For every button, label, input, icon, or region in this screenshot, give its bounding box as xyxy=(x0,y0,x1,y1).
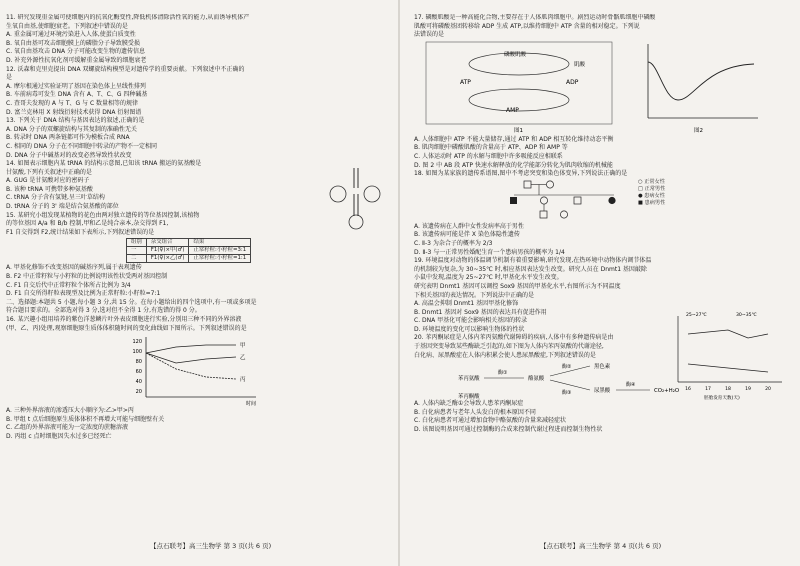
y-tick-label: 60 xyxy=(135,369,142,376)
text-line: 18. 如图为某家族的遗传系谱图,图中不考虑突变和染色体变异,下列说法正确的是 xyxy=(414,170,628,178)
text-line: B. 转录时 DNA 两条链都可作为模板合成 RNA xyxy=(6,134,130,142)
text-line: 17. 磷酸肌酸是一种高能化合物,主要存在于人体肌肉细胞中。剧烈运动时骨骼肌细胞中磷酸 xyxy=(414,14,656,21)
series-30-35 xyxy=(688,364,768,372)
text-line: D. F1 自交所得籽粒表现型及比例为正常籽粒:小籽粒=7:1 xyxy=(6,290,161,298)
text-line: B. 白化病患者与老年人头发白的根本原因不同 xyxy=(414,408,536,416)
y-tick-label: 40 xyxy=(135,379,142,386)
pedigree-area xyxy=(414,179,790,223)
text-line: B. 该遗传病可能是伴 X 染色体隐性遗传 xyxy=(414,231,520,239)
text-line: 14. 如图表示细胞内某 tRNA 的结构示意图,已知该 tRNA 搬运的氨基酸是 xyxy=(6,160,202,168)
protoplast-volume-chart xyxy=(106,333,276,407)
text-line: 白化病、尿黑酸症在人体内积累会使人患尿黑酸症,下列叙述错误的是 xyxy=(414,351,596,359)
series-25-27 xyxy=(688,330,768,338)
pathway-node: CO₂+H₂O xyxy=(654,388,680,395)
text-line: F1 自交得到 F2,统计结果如下表所示,下列叙述错误的是 xyxy=(6,228,155,236)
pathway-node: 黑色素 xyxy=(594,364,611,371)
right-text-block-a xyxy=(414,14,790,40)
table-cell: 二 xyxy=(127,255,147,263)
text-line: A. 甲基化修饰不改变基因的碱基序列,属于表观遗传 xyxy=(6,264,142,272)
trna-diagram xyxy=(324,164,382,234)
x-tick-label: 16 xyxy=(685,387,691,392)
table-cell: 一 xyxy=(127,247,147,255)
pathway-node: 苯丙氨酸 xyxy=(458,376,480,383)
text-line: B. 氧自由基可攻击细胞膜上的磷脂分子导致膜受损 xyxy=(6,39,140,47)
page-footer-left: 【点石联考】高三生物学 第 3 页(共 6 页) xyxy=(150,542,272,550)
text-line: 肌酸可将磷酸基团转移给 ADP 生成 ATP,以维持细胞中 ATP 含量的相对稳定。下列说 xyxy=(414,22,640,30)
exam-page-4 xyxy=(414,14,790,534)
figure-caption: 图1 xyxy=(514,127,523,134)
left-text-block-d xyxy=(6,407,382,441)
text-line: D. 环境温度的变化可以影响生物体的性状 xyxy=(414,325,525,333)
text-line: C. 査哥夫发现的 A 与 T、G 与 C 数量相等的规律 xyxy=(6,99,139,107)
pathway-enzyme: 酶④ xyxy=(626,382,636,389)
text-line: A. GUG 是甘氨酸对应的密码子 xyxy=(6,177,90,185)
text-line: 二、选择题:本题共 5 小题,每小题 3 分,共 15 分。在每小题给出的四个选项中,有一项或多项是 xyxy=(6,298,257,306)
series-jia-line xyxy=(146,345,236,353)
text-line: D. tRNA 分子的 3' 端是结合氨基酸的部位 xyxy=(6,203,119,211)
pathway-enzyme: 酶② xyxy=(562,364,572,371)
text-line: 是 xyxy=(6,74,13,82)
legend-item: ○ 正常女性 xyxy=(638,178,665,185)
text-line: A. 重金属可通过环境污染进入人体,使蛋白质变性 xyxy=(6,31,136,39)
text-line: 甘氨酸,下列有关叙述中正确的是 xyxy=(6,168,92,176)
series-bing-line xyxy=(146,353,236,379)
table-cell: F1(♀)×乙(♂) xyxy=(146,255,189,263)
pathway-node: 苯丙酮酸 xyxy=(458,394,480,401)
right-text-block-e xyxy=(414,400,790,434)
series-label: 甲 xyxy=(240,343,246,350)
text-line: D. Ⅱ-3 与一正常男性婚配生育一个患病男孩的概率为 1/4 xyxy=(414,248,565,256)
text-line: 小鼠中发现,温度为 25~27℃ 时,甲基化水平发生改变。 xyxy=(414,274,563,282)
right-text-block-b xyxy=(414,136,790,179)
left-text-block-c xyxy=(6,264,382,333)
node-adp: ADP xyxy=(566,78,579,86)
cross-result-table xyxy=(126,238,251,263)
exam-page-3 xyxy=(6,14,382,534)
series-label: 丙 xyxy=(240,377,246,384)
right-text-block-c xyxy=(414,223,659,335)
text-line: 研究表明 Dnmt1 基因可以调控 Sox9 基因的甲基化水平,右图所示为不同温度 xyxy=(414,282,621,290)
page-footer-right: 【点石联考】高三生物学 第 4 页(共 6 页) xyxy=(540,542,662,550)
atp-figures xyxy=(414,40,790,136)
text-line: C. Ⅱ-3 为杂合子的概率为 2/3 xyxy=(414,239,493,247)
text-line: 下相关基因的表达情况。下列说法中正确的是 xyxy=(414,291,535,299)
text-line: D. 丙组 c 点时细胞因失水过多已经死亡 xyxy=(6,432,112,440)
text-line: 13. 下列关于 DNA 结构与基因表达的叙述,正确的是 xyxy=(6,117,145,125)
y-tick-label: 100 xyxy=(132,349,142,356)
x-tick-label: 19 xyxy=(745,387,751,392)
text-line: C. 相同的 DNA 分子在不同细胞中转录的产物不一定相同 xyxy=(6,142,158,150)
table-cell: F1(♀)×甲(♂) xyxy=(146,247,189,255)
x-tick-label: 20 xyxy=(765,387,771,392)
series-yi-line xyxy=(146,353,236,363)
legend-label: 25~27℃ xyxy=(686,313,707,318)
table-cell: 正常籽粒:小籽粒=3:1 xyxy=(189,247,251,255)
text-line: 19. 环境温度对动物的体温调节机制有着重要影响,研究发现,在热环境中动物体内调节体温 xyxy=(414,257,652,265)
node-amp: AMP xyxy=(506,106,519,114)
text-line: 12. 沃森和克里克提出 DNA 双螺旋结构模型是对遗传学的重要贡献。下列叙述中不正确的 xyxy=(6,65,245,73)
text-line: D. 富兰克林用 X 射线衍射技术获得 DNA 衍射图谱 xyxy=(6,108,142,116)
text-line: C. 乙组的外界溶液可能为一定浓度的蔗糖溶液 xyxy=(6,424,129,432)
text-line: B. 车前病毒可发生 DNA 含有 A、T、C、G 四种碱基 xyxy=(6,91,148,99)
pathway-enzyme: 酶① xyxy=(498,370,508,377)
text-line: 15. 某研究小组发现某植物的花色由两对独立遗传的等位基因控制,该植物 xyxy=(6,211,200,219)
temperature-expression-chart xyxy=(666,310,786,402)
text-line: B. Dnmt1 基因对 Sox9 基因的表达具有促进作用 xyxy=(414,308,547,316)
node-creatine: 肌酸 xyxy=(574,61,586,68)
text-line: 法错误的是 xyxy=(414,31,445,39)
x-tick-label: 18 xyxy=(725,387,731,392)
text-line: B. 肌肉细胞中磷酸肌酸的含量高于 ATP、ADP 和 AMP 等 xyxy=(414,144,568,152)
pathway-node: 尿黑酸 xyxy=(594,388,611,395)
text-line: C. tRNA 分子含有氢键,呈三叶草结构 xyxy=(6,194,105,202)
text-line: D. 补充外源性抗氧化剂可缓解重金属导致的细胞衰老 xyxy=(6,56,147,64)
atp-curve xyxy=(648,62,754,100)
table-header: 杂交组合 xyxy=(146,239,189,247)
text-line: 于基因突变导致某些酶缺乏引起的,如下图为人体内苯丙氨酸的代谢途径, xyxy=(414,343,604,351)
node-creatine-phosphate: 磷酸肌酸 xyxy=(504,51,527,58)
pathway-node: 酪氨酸 xyxy=(528,376,545,383)
series-label: 乙 xyxy=(240,355,246,362)
text-line: A. 该遗传病在人群中女性发病率高于男性 xyxy=(414,222,524,230)
text-line: A. DNA 分子的双螺旋结构与其复制的准确性无关 xyxy=(6,125,137,133)
text-line: D. DNA 分子中碱基对的改变必然导致性状改变 xyxy=(6,151,132,159)
figure-caption: 图2 xyxy=(694,127,703,134)
node-atp: ATP xyxy=(460,78,471,86)
table-cell: 正常籽粒:小籽粒=1:1 xyxy=(189,255,251,263)
creatine-phosphate-diagram xyxy=(424,40,614,134)
text-line: B. 甲组 t 点后细胞原生质体体积不再增大可能与细胞壁有关 xyxy=(6,415,165,423)
text-line: D. 图 2 中 AB 段 ATP 快速水解释放的化学能部分转化为肌肉收缩的机械能 xyxy=(414,161,613,169)
atp-content-curve xyxy=(634,40,764,134)
text-line: 20. 苯丙酮尿症是人体内苯丙氨酸代谢障碍的疾病,人体中有多种遗传病是由 xyxy=(414,334,614,342)
text-line: D. 该图说明基因可通过控制酶的合成来控制代谢过程进而控制生物性状 xyxy=(414,426,603,434)
text-line: C. 氧自由基攻击 DNA 分子可能改变生物的遗传信息 xyxy=(6,48,146,56)
text-line: A. 三种外界溶液的渗透压大小顺序为:乙>甲>丙 xyxy=(6,407,134,415)
x-tick-label: 17 xyxy=(705,387,711,392)
x-axis-label: 时间 xyxy=(246,401,257,408)
text-line: 生氧自由基,使细胞衰老。下列叙述中错误的是 xyxy=(6,22,128,30)
text-line: B. F2 中正常籽粒与小籽粒的比例说明该性状受两对基因控制 xyxy=(6,273,168,281)
text-line: A. 人体细胞中 ATP 不能大量储存,通过 ATP 和 ADP 相互转化维持动态平衡 xyxy=(414,135,614,143)
text-line: C. DNA 甲基化可能会影响相关基因的转录 xyxy=(414,317,528,325)
text-line: 的等位基因 A/a 和 B/b 控制,甲和乙是纯合亲本,杂交得到 F1, xyxy=(6,220,169,228)
text-line: B. 该种 tRNA 可携带多种氨基酸 xyxy=(6,185,93,193)
text-line: 16. 某兴趣小组用培养的紫色洋葱鳞片叶外表皮细胞进行实验,分别用三种不同的外界溶液 xyxy=(6,316,242,323)
table-header: 结果 xyxy=(189,239,251,247)
text-line: 11. 研究发现重金属可使细胞内的抗氧化酶变性,降低机体清除活性氧的能力,从而诱导机体产 xyxy=(6,14,250,21)
text-line: 符合题目要求的。全部选对得 3 分,选对但不全得 1 分,有选错的得 0 分。 xyxy=(6,307,201,315)
text-line: C. F1 自交后代中正常籽粒个体所占比例为 3/4 xyxy=(6,281,131,289)
y-tick-label: 80 xyxy=(135,359,142,366)
legend-label: 30~35℃ xyxy=(736,313,757,318)
text-line: A. 摩尔根通过实验证明了基因在染色体上呈线性排列 xyxy=(6,82,146,90)
page-fold xyxy=(398,0,400,566)
x-axis-label: 胚胎发育天数(天) xyxy=(704,396,740,401)
pedigree-legend xyxy=(638,179,665,207)
legend-item: ■ 患病男性 xyxy=(638,199,666,206)
text-line: A. 人体内缺乏酶①会导致人患苯丙酮尿症 xyxy=(414,400,524,408)
table-header: 组别 xyxy=(127,239,147,247)
text-line: C. 白化病患者可通过增加食物中酪氨酸的含量来减轻症状 xyxy=(414,417,567,425)
text-line: (甲、乙、丙)处理,观察细胞原生质体体积随时间的变化曲线如下图所示。下列叙述错误的是 xyxy=(6,324,247,332)
y-tick-label: 20 xyxy=(135,389,142,396)
text-line: A. 高温会抑制 Dnmt1 基因甲基化修饰 xyxy=(414,300,519,308)
legend-item: ● 患病女性 xyxy=(638,192,665,199)
text-line: 的机制较为复杂,为 30~35℃ 时,相应基因表达发生改变。研究人员在 Dnmt1 基因敲除 xyxy=(414,265,647,273)
text-line: C. 人体运动时 ATP 的水解与细胞中许多吸能反应相联系 xyxy=(414,152,563,160)
legend-item: □ 正常男性 xyxy=(638,185,666,192)
y-tick-label: 120 xyxy=(132,339,142,346)
pathway-enzyme: 酶③ xyxy=(562,390,572,397)
